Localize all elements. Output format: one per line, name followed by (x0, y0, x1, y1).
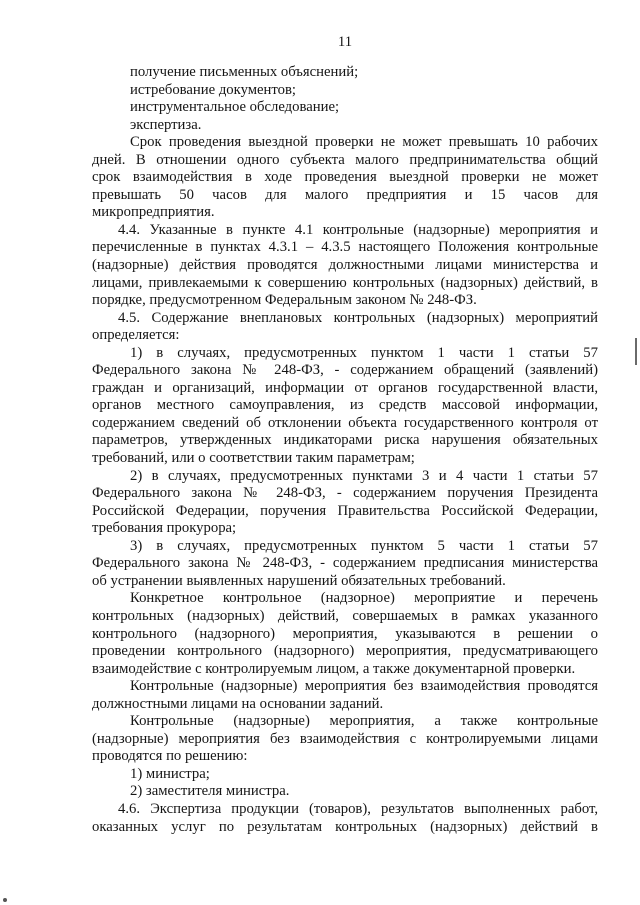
text-line: 2) в случаях, предусмотренных пунктами 3 и 4 части 1 статьи 57 (130, 467, 598, 484)
text-line: перечисленные в пунктах 4.3.1 – 4.3.5 настоящего Положения контрольные (92, 239, 598, 256)
paragraph-decision-basis (92, 713, 598, 766)
paragraph-4-5 (92, 310, 598, 345)
text-line: органов местного самоуправления, из средств массовой информации, (92, 397, 598, 414)
text-line: Федерального закона № 248-ФЗ, - содержанием обращений (заявлений) (92, 362, 598, 379)
text-line: граждан и организаций, информации от органов государственной власти, (92, 379, 598, 396)
document-body (92, 64, 598, 836)
text-line: превышать 50 часов для малого предприятия и 15 часов для (92, 186, 598, 203)
text-line: определяется: (92, 327, 180, 344)
subitem-1 (92, 345, 598, 468)
text-line: микропредприятия. (92, 204, 215, 221)
text-line: требования прокурора; (92, 520, 237, 537)
text-line: (надзорные) мероприятия без взаимодействия с контролируемыми лицами (92, 730, 598, 747)
paragraph-no-interaction (92, 678, 598, 713)
list-item: истребование документов; (130, 81, 296, 98)
text-line: проведении контрольного (надзорного) мероприятия, предусматривающего (92, 643, 598, 660)
text-line: Контрольные (надзорные) мероприятия, а также контрольные (130, 713, 598, 730)
text-line: срок взаимодействия в ходе проведения выездной проверки не может (92, 169, 598, 186)
text-line: 3) в случаях, предусмотренных пунктом 5 части 1 статьи 57 (130, 537, 598, 554)
text-line: Федерального закона № 248-ФЗ, - содержанием предписания министерства (92, 555, 598, 572)
text-line: 1) в случаях, предусмотренных пунктом 1 части 1 статьи 57 (130, 344, 598, 361)
list-item: инструментальное обследование; (130, 99, 340, 116)
scan-artifact (3, 898, 7, 902)
approver-item: 1) министра; (130, 765, 210, 782)
scan-artifact (635, 338, 637, 365)
list-item: экспертиза. (130, 116, 202, 133)
text-line: контрольного (надзорного) мероприятия, указываются в решении о (92, 625, 598, 642)
subitem-3 (92, 538, 598, 591)
text-line: 4.5. Содержание внеплановых контрольных (надзорных) мероприятий (118, 309, 598, 326)
text-line: порядке, предусмотренном Федеральным законом № 248-ФЗ. (92, 292, 477, 309)
text-line: требований, или о соответствии таким параметрам; (92, 450, 415, 467)
paragraph-inspection-term (92, 134, 598, 222)
text-line: контрольных (надзорных) действий, совершаемых в рамках указанного (92, 607, 598, 624)
text-line: содержанием сведений об отклонении объекта государственного контроля от (92, 414, 598, 431)
text-line: 4.6. Экспертиза продукции (товаров), результатов выполненных работ, (118, 800, 598, 817)
text-line: оказанных услуг по результатам контрольных (надзорных) действий в (92, 818, 598, 835)
approver-list (92, 766, 598, 801)
subitem-2 (92, 468, 598, 538)
list-item: получение письменных объяснений; (130, 64, 359, 80)
text-line: взаимодействие с контролируемым лицом, а также документарной проверки. (92, 660, 576, 677)
text-line: Федерального закона № 248-ФЗ, - содержанием поручения Президента (92, 485, 598, 502)
text-line: об устранении выявленных нарушений обязательных требований. (92, 572, 506, 589)
text-line: (надзорные) действия проводятся должностными лицами министерства и (92, 257, 598, 274)
text-line: должностными лицами на основании заданий. (92, 695, 384, 712)
paragraph-4-4 (92, 222, 598, 310)
text-line: параметров, утвержденных индикаторами риска нарушения обязательных (92, 432, 598, 449)
text-line: Срок проведения выездной проверки не может превышать 10 рабочих (130, 134, 598, 151)
text-line: дней. В отношении одного субъекта малого предпринимательства общий (92, 151, 598, 168)
approver-item: 2) заместителя министра. (130, 783, 290, 800)
methods-list (92, 64, 598, 134)
text-line: Конкретное контрольное (надзорное) мероприятие и перечень (130, 590, 598, 607)
page-number: 11 (337, 34, 353, 50)
text-line: Контрольные (надзорные) мероприятия без взаимодействия проводятся (130, 678, 598, 695)
text-line: проводятся по решению: (92, 748, 248, 765)
paragraph-4-6 (92, 801, 598, 836)
text-line: лицами, привлекаемыми к совершению контрольных (надзорных) действий, в (92, 274, 598, 291)
text-line: Российской Федерации, поручения Правительства Российской Федерации, (92, 502, 598, 519)
text-line: 4.4. Указанные в пункте 4.1 контрольные (надзорные) мероприятия и (118, 221, 598, 238)
paragraph-specific-measure (92, 590, 598, 678)
